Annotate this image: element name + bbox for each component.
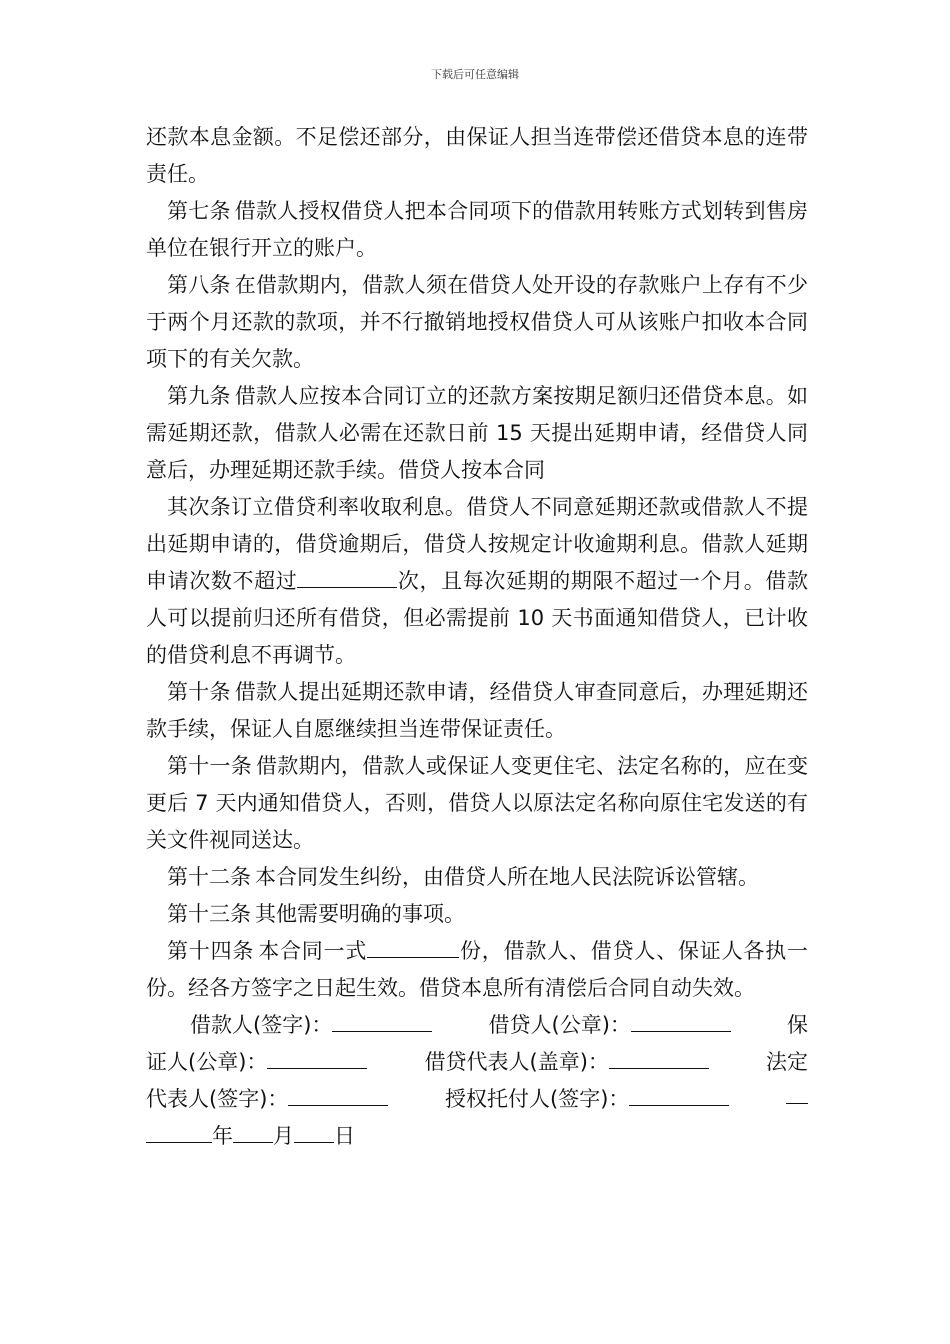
signature-row (146, 1007, 808, 1044)
article-number: 第十三条 (167, 902, 251, 926)
date-year-label: 年 (212, 1124, 233, 1148)
signature-row (146, 1044, 808, 1081)
date-day-label: 日 (334, 1124, 355, 1148)
borrower-signature (190, 1007, 432, 1044)
article-text: 本合同发生纠纷，由借贷人所在地人民法院诉讼管辖。 (255, 865, 759, 889)
borrower-signature-field[interactable] (332, 1009, 432, 1032)
guarantor-seal-field[interactable] (267, 1046, 367, 1069)
date-row (146, 1118, 808, 1155)
article-8 (146, 267, 808, 378)
date-year-field[interactable] (146, 1120, 212, 1143)
signature-block (146, 1007, 808, 1155)
signature-label: 借贷代表人(盖章)： (424, 1050, 609, 1074)
contract-body (146, 119, 808, 1155)
fill-blank-copy-count[interactable] (367, 935, 459, 958)
signature-label: 借款人(签字)： (190, 1013, 333, 1037)
article-text: 本合同一式 (258, 939, 368, 963)
lender-rep-seal (425, 1044, 709, 1081)
article-text: 借款期内，借款人或保证人变更住宅、法定名称的，应在变更后 7 天内通知借贷人，否则，借贷人以原法定名称向原住宅发送的有关文件视同送达。 (146, 754, 809, 852)
lender-rep-seal-field[interactable] (609, 1046, 709, 1069)
article-9 (146, 378, 808, 489)
signature-label: 授权托付人(签字)： (445, 1087, 630, 1111)
legal-rep-signature-field[interactable] (288, 1083, 388, 1106)
article-text: 其他需要明确的事项。 (255, 902, 465, 926)
lender-seal-field[interactable] (631, 1009, 731, 1032)
signature-label: 代表人(签字)： (146, 1087, 289, 1111)
date-month-label: 月 (273, 1124, 294, 1148)
legal-rep-signature (146, 1081, 388, 1118)
signature-label: 证人(公章)： (146, 1050, 268, 1074)
signature-label: 借贷人(公章)： (488, 1013, 631, 1037)
article-14 (146, 933, 808, 1007)
article-number: 第十一条 (167, 754, 252, 778)
signature-label: 保 (787, 1013, 808, 1037)
article-13 (146, 896, 808, 933)
article-number: 第十条 (167, 680, 231, 704)
article-number: 第七条 (167, 199, 231, 223)
article-text: 其次条订立借贷利率收取利息。借贷人不同意延期还款或借款人不提出延期申请的，借贷逾期后，借贷人按规定计收逾期利息。借款人延期申请次数不超过 (146, 495, 808, 593)
authorized-signature (445, 1081, 729, 1118)
article-text: 借款人授权借贷人把本合同项下的借款用转账方式划转到售房单位在银行开立的账户。 (146, 199, 809, 260)
article-text: 次，且每次延期的期限不超过一个月。借款人可以提前归还所有借贷，但必需提前 10 天书面通知借贷人，已计收的借贷利息不再调节。 (146, 569, 809, 667)
article-text: 份，借款人、借贷人、保证人各执一份。经各方签字之日起生效。借贷本息所有清偿后合同自动失效。 (146, 939, 809, 1000)
article-text: 借款人提出延期还款申请，经借贷人审查同意后，办理延期还款手续，保证人自愿继续担当连带保证责任。 (146, 680, 809, 741)
signature-row (146, 1081, 808, 1118)
paragraph-text: 还款本息金额。不足偿还部分，由保证人担当连带偿还借贷本息的连带责任。 (146, 125, 808, 186)
paragraph-continuation (146, 119, 808, 193)
article-number: 第九条 (167, 384, 231, 408)
date-day-field[interactable] (294, 1120, 334, 1143)
article-number: 第八条 (167, 273, 231, 297)
article-12 (146, 859, 808, 896)
article-number: 第十四条 (167, 939, 255, 963)
article-11 (146, 748, 808, 859)
article-number: 第十二条 (167, 865, 251, 889)
lender-seal (489, 1007, 731, 1044)
article-7 (146, 193, 808, 267)
article-9-continued (146, 489, 808, 674)
article-text: 在借款期内，借款人须在借贷人处开设的存款账户上存有不少于两个月还款的款项，并不行撤销地授权借贷人可从该账户扣收本合同项下的有关欠款。 (146, 273, 809, 371)
page-header-note: 下载后可任意编辑 (431, 68, 519, 81)
date-month-field[interactable] (233, 1120, 273, 1143)
authorized-signature-field[interactable] (629, 1083, 729, 1106)
date-year-field-start[interactable] (786, 1081, 808, 1104)
fill-blank-extension-count[interactable] (297, 565, 397, 588)
signature-label: 法定 (766, 1050, 808, 1074)
article-text: 借款人应按本合同订立的还款方案按期足额归还借贷本息。如需延期还款，借款人必需在还款日前 15 天提出延期申请，经借贷人同意后，办理延期还款手续。借贷人按本合同 (146, 384, 809, 482)
article-10 (146, 674, 808, 748)
guarantor-seal (146, 1044, 367, 1081)
